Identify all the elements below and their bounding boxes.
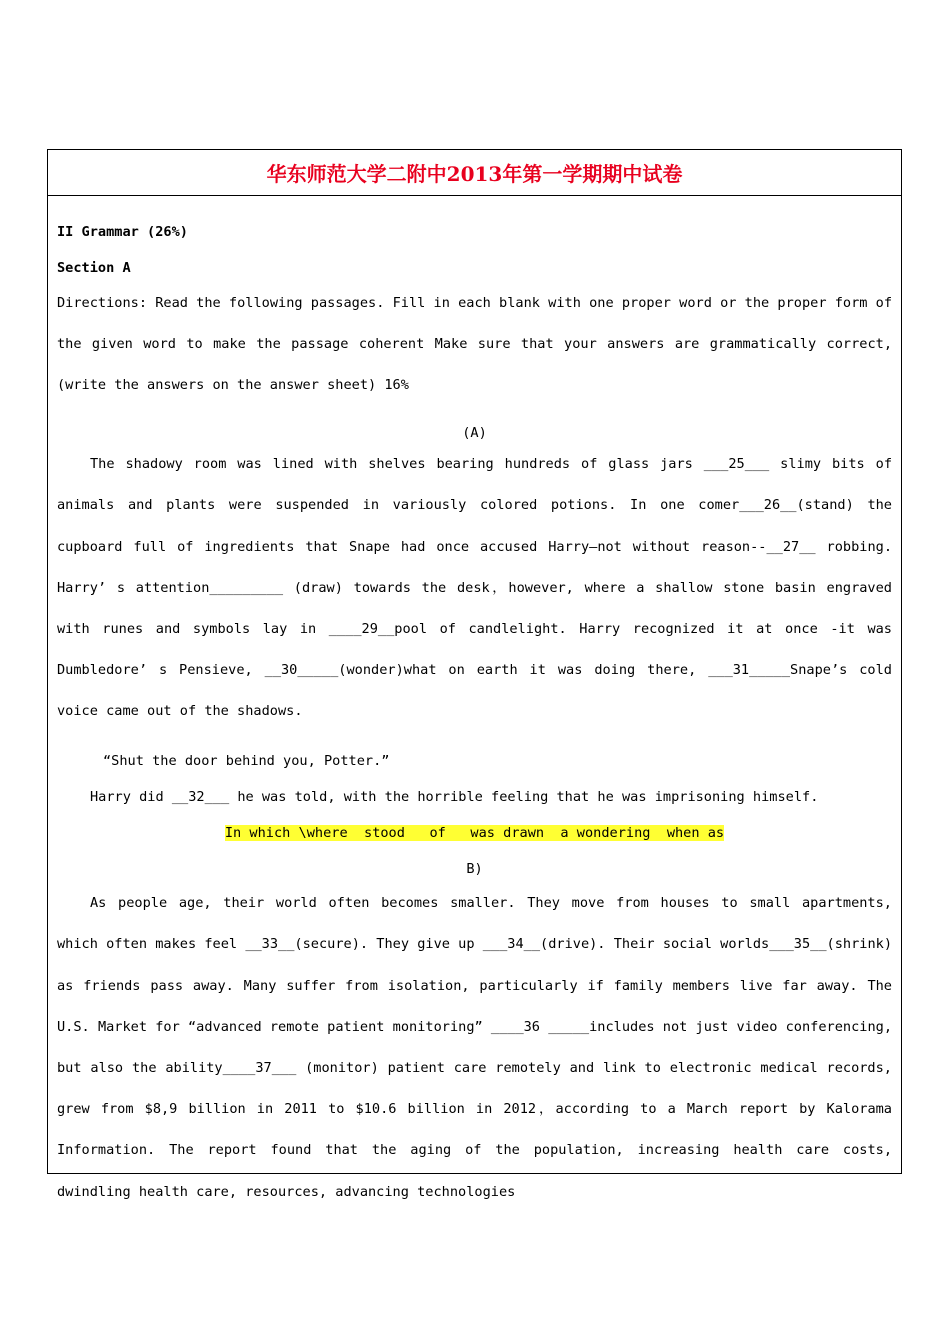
passage-b-label: B): [466, 861, 483, 878]
answer-key-line: [57, 815, 892, 851]
subsection-heading: Section A: [57, 260, 131, 276]
passage-b-paragraph: As people age, their world often becomes smaller. They move from houses to small apartments, which often makes feel __33__(secure). They give up ___34__(drive). Their social worlds___35__(shrink) as friends pass away. Many suffer from isolation, particularly if family members live far away. The U.S. Market for “advanced remote patient monitoring” ____36 _____includes not just video conferencing, but also the ability____37___ (monitor) patient care remotely and link to electronic medical records, grew from $8,9 billion in 2011 to $10.6 billion in 2012，according to a March report by Kalorama Information. The report found that the aging of the population, increasing health care costs, dwindling health care, resources, advancing technologies: [57, 895, 892, 1200]
directions: Directions: Read the following passages. Fill in each blank with one proper word or the proper form of the given word to make the passage coherent Make sure that your answers are grammatically correct, (write the answers on the answer sheet) 16%: [57, 295, 892, 394]
title-row: [48, 150, 901, 196]
answer-key-highlight: In which \where stood of was drawn a wondering when as: [224, 825, 725, 842]
exam-frame: [47, 149, 902, 1200]
passage-a-label: (A): [462, 425, 487, 442]
passage-a-paragraph: The shadowy room was lined with shelves bearing hundreds of glass jars ___25___ slimy bits of animals and plants were suspended in variously colored potions. In one comer___26__(stand) the cupboard full of ingredients that Snape had once accused Harry—not without reason--__27__ robbing. Harry’ s attention_________ (draw) towards the desk，however, where a shallow stone basin engraved with runes and symbols lay in ____29__pool of candlelight. Harry recognized it at once -it was Dumbledore’ s Pensieve, __30_____(wonder)what on earth it was doing there, ___31_____Snape’s cold voice came out of the shadows.: [57, 456, 892, 720]
passage-a-quote: “Shut the door behind you, Potter.”: [103, 753, 390, 770]
exam-content: [48, 196, 901, 1213]
section-heading: II Grammar (26%): [57, 224, 188, 240]
passage-a-paragraph-2: Harry did __32___ he was told, with the horrible feeling that he was imprisoning himself.: [90, 789, 819, 806]
exam-title: 华东师范大学二附中2013年第一学期期中试卷: [266, 162, 683, 186]
